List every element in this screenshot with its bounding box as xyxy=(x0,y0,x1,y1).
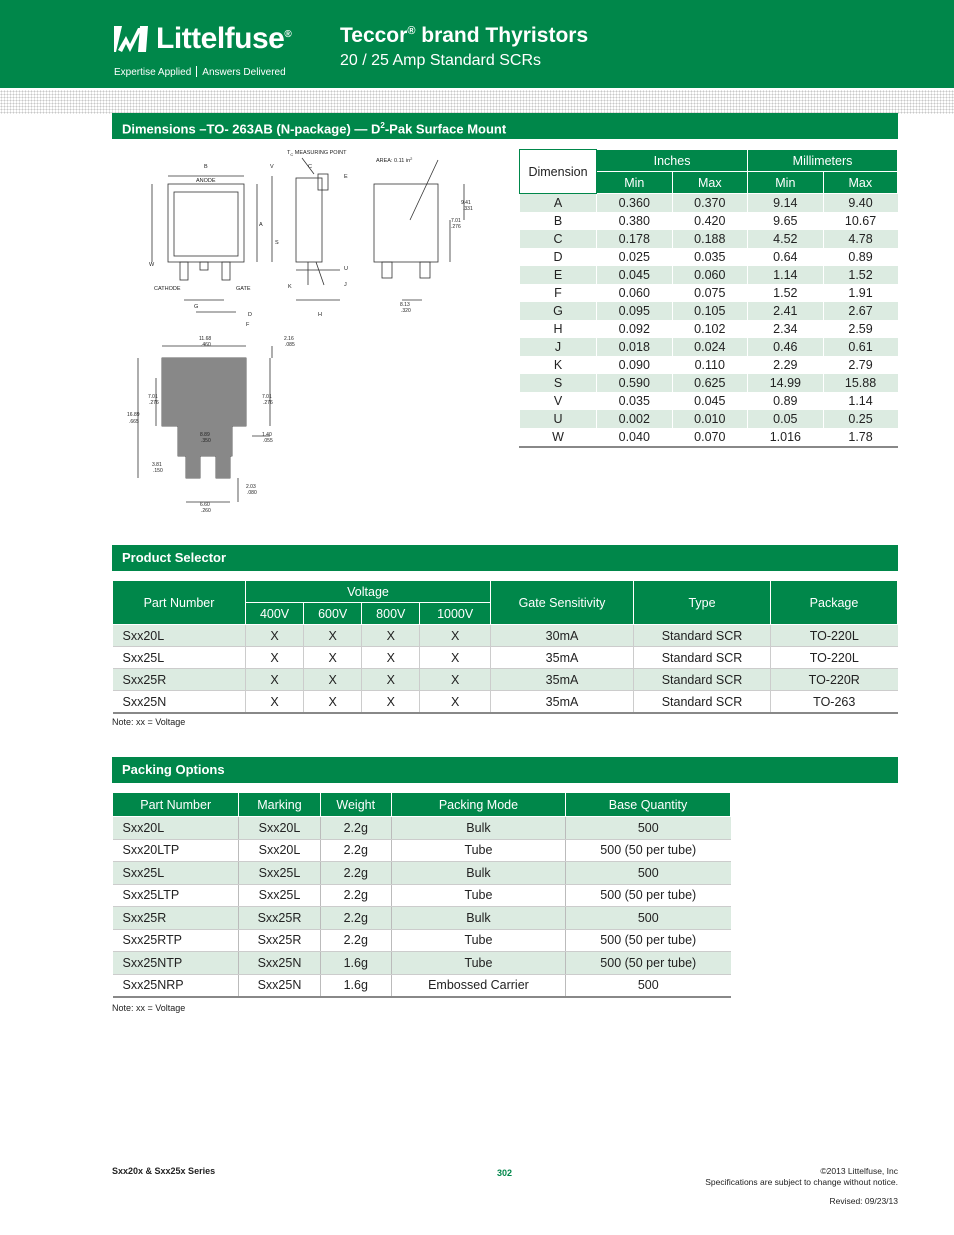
table-cell: Tube xyxy=(391,952,565,975)
table-cell: X xyxy=(246,625,304,647)
table-row xyxy=(113,839,731,862)
table-row xyxy=(520,266,898,284)
svg-text:A: A xyxy=(259,222,263,228)
svg-text:.276: .276 xyxy=(263,400,273,406)
table-cell: Bulk xyxy=(391,817,565,840)
table-cell: 2.34 xyxy=(748,320,824,338)
table-cell: Sxx20LTP xyxy=(113,839,239,862)
svg-text:3.81: 3.81 xyxy=(152,462,162,468)
table-cell: TO-220L xyxy=(771,625,898,647)
packing-col-header: Part Number xyxy=(113,793,239,817)
table-cell: 0.105 xyxy=(672,302,748,320)
table-cell: X xyxy=(246,691,304,714)
page-subtitle: 20 / 25 Amp Standard SCRs xyxy=(340,52,541,69)
table-cell: 0.045 xyxy=(597,266,673,284)
table-cell: Sxx25LTP xyxy=(113,884,239,907)
table-row xyxy=(520,392,898,410)
svg-text:.331: .331 xyxy=(463,206,473,212)
table-cell: 1.91 xyxy=(823,284,897,302)
svg-text:E: E xyxy=(344,174,348,180)
col-gate-sensitivity: Gate Sensitivity xyxy=(491,581,634,625)
table-row xyxy=(113,691,898,714)
svg-text:B: B xyxy=(204,164,208,170)
table-cell: Standard SCR xyxy=(634,647,771,669)
table-cell: 0.035 xyxy=(597,392,673,410)
table-cell: 0.035 xyxy=(672,248,748,266)
table-row xyxy=(113,952,731,975)
table-cell: 500 (50 per tube) xyxy=(566,929,731,952)
table-cell: D xyxy=(520,248,597,266)
table-cell: 500 xyxy=(566,862,731,885)
svg-text:.080: .080 xyxy=(247,490,257,496)
svg-text:.276: .276 xyxy=(451,224,461,230)
table-cell: 0.040 xyxy=(597,428,673,447)
svg-text:9.41: 9.41 xyxy=(461,200,471,206)
table-cell: 0.46 xyxy=(748,338,824,356)
table-cell: 0.102 xyxy=(672,320,748,338)
table-cell: Sxx25L xyxy=(113,862,239,885)
svg-text:6.60: 6.60 xyxy=(200,502,210,508)
svg-text:2.03: 2.03 xyxy=(246,484,256,490)
svg-text:.350: .350 xyxy=(201,438,211,444)
col-part-number: Part Number xyxy=(113,581,246,625)
svg-text:J: J xyxy=(344,282,347,288)
table-cell: 0.025 xyxy=(597,248,673,266)
table-row xyxy=(113,907,731,930)
packing-col-header: Weight xyxy=(320,793,391,817)
table-cell: Sxx20L xyxy=(239,817,320,840)
col-800v: 800V xyxy=(362,603,420,625)
table-cell: Standard SCR xyxy=(634,691,771,714)
table-cell: X xyxy=(362,625,420,647)
svg-text:.276: .276 xyxy=(149,400,159,406)
svg-text:C: C xyxy=(308,164,312,170)
svg-text:1.40: 1.40 xyxy=(262,432,272,438)
table-cell: 2.2g xyxy=(320,884,391,907)
table-row xyxy=(113,817,731,840)
table-row xyxy=(113,929,731,952)
table-cell: G xyxy=(520,302,597,320)
table-cell: 0.060 xyxy=(597,284,673,302)
table-cell: 0.188 xyxy=(672,230,748,248)
table-cell: 4.78 xyxy=(823,230,897,248)
table-cell: Sxx25L xyxy=(239,862,320,885)
table-cell: Sxx25N xyxy=(239,952,320,975)
table-cell: X xyxy=(304,647,362,669)
table-cell: 14.99 xyxy=(748,374,824,392)
table-cell: 2.59 xyxy=(823,320,897,338)
table-cell: 0.018 xyxy=(597,338,673,356)
col-1000v: 1000V xyxy=(420,603,491,625)
table-cell: C xyxy=(520,230,597,248)
packing-options-header: Packing Options xyxy=(112,757,898,783)
table-row xyxy=(520,248,898,266)
table-cell: Standard SCR xyxy=(634,669,771,691)
svg-text:K: K xyxy=(288,284,292,290)
table-cell: 0.090 xyxy=(597,356,673,374)
svg-text:.260: .260 xyxy=(201,508,211,514)
table-cell: Sxx25NRP xyxy=(113,974,239,997)
svg-text:W: W xyxy=(149,262,155,268)
footer-revised: Revised: 09/23/13 xyxy=(829,1196,898,1206)
table-cell: B xyxy=(520,212,597,230)
table-cell: Sxx25R xyxy=(239,929,320,952)
svg-text:CATHODE: CATHODE xyxy=(154,286,181,292)
table-row xyxy=(113,669,898,691)
svg-text:.320: .320 xyxy=(401,308,411,314)
table-cell: 0.360 xyxy=(597,194,673,213)
col-millimeters: Millimeters xyxy=(748,150,898,172)
table-cell: 2.2g xyxy=(320,862,391,885)
table-row xyxy=(520,284,898,302)
table-cell: TO-220L xyxy=(771,647,898,669)
col-mm-min: Min xyxy=(748,172,824,194)
col-inches-min: Min xyxy=(597,172,673,194)
table-cell: 1.016 xyxy=(748,428,824,447)
table-cell: S xyxy=(520,374,597,392)
svg-text:.055: .055 xyxy=(263,438,273,444)
table-cell: 0.010 xyxy=(672,410,748,428)
table-cell: 500 (50 per tube) xyxy=(566,884,731,907)
product-selector-body xyxy=(113,625,898,714)
table-cell: Sxx25RTP xyxy=(113,929,239,952)
packing-options-body xyxy=(113,817,731,998)
svg-text:G: G xyxy=(194,304,199,310)
col-mm-max: Max xyxy=(823,172,897,194)
table-cell: 500 (50 per tube) xyxy=(566,952,731,975)
table-cell: 1.14 xyxy=(823,392,897,410)
table-cell: 2.2g xyxy=(320,929,391,952)
table-cell: 0.045 xyxy=(672,392,748,410)
table-cell: X xyxy=(420,625,491,647)
table-row xyxy=(520,410,898,428)
table-cell: 500 xyxy=(566,907,731,930)
table-cell: 2.41 xyxy=(748,302,824,320)
packing-col-header: Packing Mode xyxy=(391,793,565,817)
table-cell: 0.178 xyxy=(597,230,673,248)
product-selector-table xyxy=(112,580,898,714)
table-cell: X xyxy=(362,691,420,714)
table-cell: Tube xyxy=(391,929,565,952)
svg-text:.150: .150 xyxy=(153,468,163,474)
table-cell: 0.625 xyxy=(672,374,748,392)
table-cell: Tube xyxy=(391,839,565,862)
table-cell: E xyxy=(520,266,597,284)
dimensions-section-header: Dimensions –TO- 263AB (N-package) — $D^2$-Pak Surface Mount xyxy=(112,113,898,139)
table-cell: 0.590 xyxy=(597,374,673,392)
table-cell: Embossed Carrier xyxy=(391,974,565,997)
svg-text:.460: .460 xyxy=(201,342,211,348)
page-title: Teccor® brand Thyristors xyxy=(340,24,589,47)
table-cell: 2.29 xyxy=(748,356,824,374)
table-cell: F xyxy=(520,284,597,302)
page-header xyxy=(0,0,954,88)
table-cell: 500 (50 per tube) xyxy=(566,839,731,862)
table-cell: 0.110 xyxy=(672,356,748,374)
product-selector-note: Note: xx = Voltage xyxy=(112,717,186,727)
table-row xyxy=(520,338,898,356)
table-row xyxy=(113,862,731,885)
table-cell: Sxx25L xyxy=(239,884,320,907)
footer-series: Sxx20x & Sxx25x Series xyxy=(112,1166,216,1176)
table-row xyxy=(520,212,898,230)
table-cell: 2.67 xyxy=(823,302,897,320)
package-dimension-drawing xyxy=(112,140,512,525)
table-cell: Bulk xyxy=(391,907,565,930)
table-cell: 0.61 xyxy=(823,338,897,356)
table-cell: 9.40 xyxy=(823,194,897,213)
table-cell: Sxx20L xyxy=(239,839,320,862)
table-cell: K xyxy=(520,356,597,374)
svg-text:.665: .665 xyxy=(129,419,139,425)
table-cell: Sxx25N xyxy=(239,974,320,997)
table-cell: 0.002 xyxy=(597,410,673,428)
col-voltage: Voltage xyxy=(246,581,491,603)
footer-page-number: 302 xyxy=(497,1168,513,1178)
packing-col-header: Marking xyxy=(239,793,320,817)
dotted-band xyxy=(0,90,954,114)
table-row xyxy=(520,428,898,447)
table-cell: 0.075 xyxy=(672,284,748,302)
svg-text:TC MEASURING POINT: $T_C$ MEASURING POINT xyxy=(287,150,347,157)
table-cell: X xyxy=(362,669,420,691)
footer-copyright: ©2013 Littelfuse, Inc xyxy=(820,1166,898,1176)
svg-text:GATE: GATE xyxy=(236,286,251,292)
table-row xyxy=(113,974,731,997)
table-cell: 1.14 xyxy=(748,266,824,284)
table-cell: 30mA xyxy=(491,625,634,647)
dimensions-table xyxy=(519,149,898,448)
table-cell: Sxx25NTP xyxy=(113,952,239,975)
table-cell: U xyxy=(520,410,597,428)
table-cell: 0.05 xyxy=(748,410,824,428)
table-cell: 4.52 xyxy=(748,230,824,248)
table-cell: 1.6g xyxy=(320,952,391,975)
table-cell: 0.89 xyxy=(823,248,897,266)
svg-text:S: S xyxy=(275,240,279,246)
table-cell: Sxx20L xyxy=(113,625,246,647)
table-cell: 0.024 xyxy=(672,338,748,356)
table-cell: 2.2g xyxy=(320,907,391,930)
footer-legal xyxy=(705,1166,898,1207)
logo-wordmark: Littelfuse® xyxy=(156,22,292,55)
packing-col-header: Base Quantity xyxy=(566,793,731,817)
table-cell: X xyxy=(304,691,362,714)
svg-text:8.89: 8.89 xyxy=(200,432,210,438)
packing-options-head xyxy=(113,793,731,817)
table-cell: 10.67 xyxy=(823,212,897,230)
svg-text:16.89: 16.89 xyxy=(127,412,140,418)
table-cell: Sxx25L xyxy=(113,647,246,669)
table-cell: 1.6g xyxy=(320,974,391,997)
table-cell: 35mA xyxy=(491,647,634,669)
table-cell: 0.89 xyxy=(748,392,824,410)
col-type: Type xyxy=(634,581,771,625)
table-cell: 500 xyxy=(566,817,731,840)
table-row xyxy=(520,230,898,248)
table-row xyxy=(113,884,731,907)
table-cell: V xyxy=(520,392,597,410)
table-row xyxy=(113,625,898,647)
table-cell: 0.64 xyxy=(748,248,824,266)
table-cell: Standard SCR xyxy=(634,625,771,647)
svg-text:D: D xyxy=(248,312,252,318)
table-cell: 9.14 xyxy=(748,194,824,213)
table-row xyxy=(520,194,898,213)
svg-text:7.01: 7.01 xyxy=(148,394,158,400)
table-cell: 0.380 xyxy=(597,212,673,230)
table-row xyxy=(520,374,898,392)
table-cell: 2.2g xyxy=(320,817,391,840)
table-cell: Sxx25R xyxy=(113,669,246,691)
svg-text:AREA: 0.11 in2: AREA: 0.11 $in^2$ xyxy=(376,156,413,164)
table-row xyxy=(520,302,898,320)
table-cell: Bulk xyxy=(391,862,565,885)
table-cell: A xyxy=(520,194,597,213)
table-cell: 0.095 xyxy=(597,302,673,320)
table-cell: 1.78 xyxy=(823,428,897,447)
dimensions-table-body xyxy=(520,194,898,448)
table-cell: 35mA xyxy=(491,691,634,714)
table-cell: X xyxy=(304,625,362,647)
table-cell: Tube xyxy=(391,884,565,907)
table-cell: 500 xyxy=(566,974,731,997)
svg-text:V: V xyxy=(270,164,274,170)
table-cell: Sxx25R xyxy=(239,907,320,930)
table-cell: X xyxy=(420,647,491,669)
table-cell: TO-263 xyxy=(771,691,898,714)
table-cell: Sxx20L xyxy=(113,817,239,840)
packing-options-note: Note: xx = Voltage xyxy=(112,1003,186,1013)
product-selector-header: Product Selector xyxy=(112,545,898,571)
svg-text:2.16: 2.16 xyxy=(284,336,294,342)
footer-disclaimer: Specifications are subject to change without notice. xyxy=(705,1177,898,1187)
col-400v: 400V xyxy=(246,603,304,625)
table-cell: X xyxy=(304,669,362,691)
table-cell: H xyxy=(520,320,597,338)
table-cell: 0.092 xyxy=(597,320,673,338)
table-cell: X xyxy=(246,647,304,669)
col-package: Package xyxy=(771,581,898,625)
table-row xyxy=(520,356,898,374)
col-inches-max: Max xyxy=(672,172,748,194)
table-cell: 9.65 xyxy=(748,212,824,230)
col-600v: 600V xyxy=(304,603,362,625)
col-dimension: Dimension xyxy=(520,150,597,194)
table-row xyxy=(520,320,898,338)
svg-text:ANODE: ANODE xyxy=(196,178,216,184)
table-cell: J xyxy=(520,338,597,356)
logo-tagline: Expertise Applied Answers Delivered xyxy=(114,67,286,78)
table-cell: Sxx25N xyxy=(113,691,246,714)
table-cell: X xyxy=(420,669,491,691)
table-cell: 0.370 xyxy=(672,194,748,213)
table-row xyxy=(113,647,898,669)
col-inches: Inches xyxy=(597,150,748,172)
table-cell: 2.79 xyxy=(823,356,897,374)
svg-text:7.01: 7.01 xyxy=(262,394,272,400)
table-cell: TO-220R xyxy=(771,669,898,691)
table-cell: 1.52 xyxy=(823,266,897,284)
table-cell: 0.070 xyxy=(672,428,748,447)
svg-text:U: U xyxy=(344,266,348,272)
svg-text:.085: .085 xyxy=(285,342,295,348)
table-cell: 2.2g xyxy=(320,839,391,862)
table-cell: W xyxy=(520,428,597,447)
svg-text:11.68: 11.68 xyxy=(199,336,212,342)
table-cell: Sxx25R xyxy=(113,907,239,930)
svg-text:7.01: 7.01 xyxy=(451,218,461,224)
table-cell: 0.060 xyxy=(672,266,748,284)
table-cell: X xyxy=(246,669,304,691)
svg-text:H: H xyxy=(318,312,322,318)
table-cell: 35mA xyxy=(491,669,634,691)
table-cell: X xyxy=(362,647,420,669)
svg-text:8.13: 8.13 xyxy=(400,302,410,308)
svg-text:F: F xyxy=(246,322,250,328)
table-cell: 15.88 xyxy=(823,374,897,392)
packing-options-table xyxy=(112,792,731,998)
littelfuse-logo-icon xyxy=(112,24,150,54)
table-cell: 1.52 xyxy=(748,284,824,302)
table-cell: X xyxy=(420,691,491,714)
table-cell: 0.25 xyxy=(823,410,897,428)
table-cell: 0.420 xyxy=(672,212,748,230)
